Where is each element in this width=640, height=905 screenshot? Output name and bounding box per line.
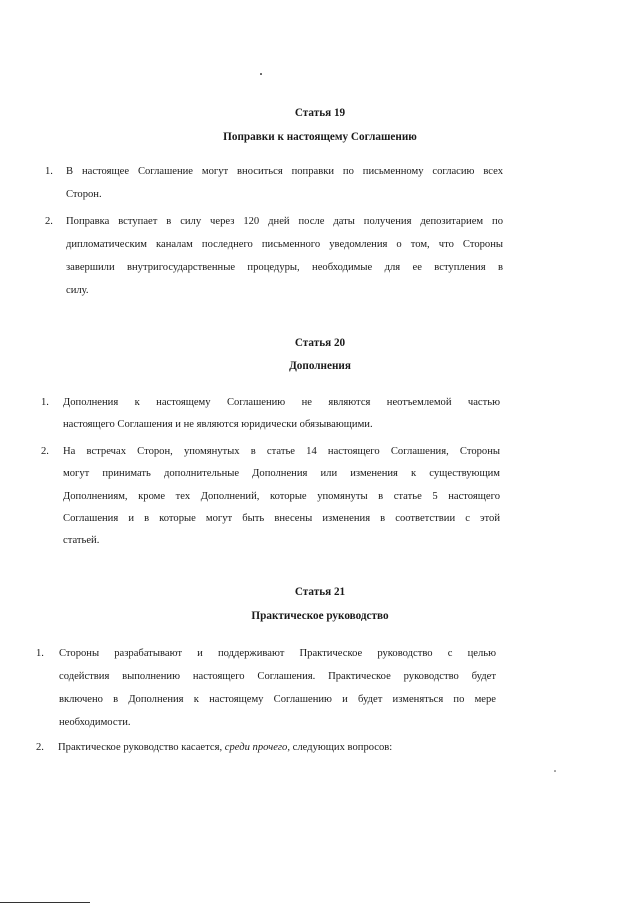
text-line xyxy=(58,742,392,754)
text-line: включено в Дополнения к настоящему Соглашению и будет изменяться по мере xyxy=(59,694,496,705)
text-line: статьей. xyxy=(63,535,100,546)
article-19-subtitle: Поправки к настоящему Соглашению xyxy=(223,131,417,143)
text-line: необходимости. xyxy=(59,717,131,728)
article-21-subtitle: Практическое руководство xyxy=(251,610,389,622)
italic-phrase: среди прочего xyxy=(224,742,288,753)
article-21-title: Статья 21 xyxy=(294,586,346,598)
text-line: Дополнения к настоящему Соглашению не являются неотъемлемой частью xyxy=(63,397,500,408)
text-run: Практическое руководство касается, xyxy=(58,742,225,753)
text-line: настоящего Соглашения и не являются юридически обязывающими. xyxy=(63,419,373,430)
text-line: силу. xyxy=(66,285,89,296)
scan-speck xyxy=(554,770,556,772)
footnote-rule xyxy=(0,902,90,903)
text-line: Стороны разрабатывают и поддерживают Практическое руководство с целью xyxy=(59,648,496,659)
text-line: Соглашения и в которые могут быть внесены изменения в соответствии с этой xyxy=(63,513,500,524)
text-line: содействия выполнению настоящего Соглашения. Практическое руководство будет xyxy=(59,671,496,682)
item-number: 1. xyxy=(36,648,44,659)
text-line: Поправка вступает в силу через 120 дней после даты получения депозитарием по xyxy=(66,216,503,227)
item-number: 1. xyxy=(41,397,49,408)
text-line: дипломатическим каналам последнего письменного уведомления о том, что Стороны xyxy=(66,239,503,250)
article-20-subtitle: Дополнения xyxy=(289,360,351,372)
text-line: завершили внутригосударственные процедуры, необходимые для ее вступления в xyxy=(66,262,503,273)
text-line: могут принимать дополнительные Дополнения или изменения к существующим xyxy=(63,468,500,479)
text-line: Дополнениям, кроме тех Дополнений, которые упомянуты в статье 5 настоящего xyxy=(63,491,500,502)
item-number: 2. xyxy=(45,216,53,227)
article-19-title: Статья 19 xyxy=(294,107,346,119)
text-run: , следующих вопросов: xyxy=(287,742,393,753)
article-20-title: Статья 20 xyxy=(294,337,346,349)
item-number: 2. xyxy=(36,742,44,753)
item-number: 2. xyxy=(41,446,49,457)
text-line: Сторон. xyxy=(66,189,102,200)
item-number: 1. xyxy=(45,166,53,177)
text-line: На встречах Сторон, упомянутых в статье 14 настоящего Соглашения, Стороны xyxy=(63,446,500,457)
text-line: В настоящее Соглашение могут вноситься поправки по письменному согласию всех xyxy=(66,166,503,177)
scan-speck xyxy=(260,73,262,75)
